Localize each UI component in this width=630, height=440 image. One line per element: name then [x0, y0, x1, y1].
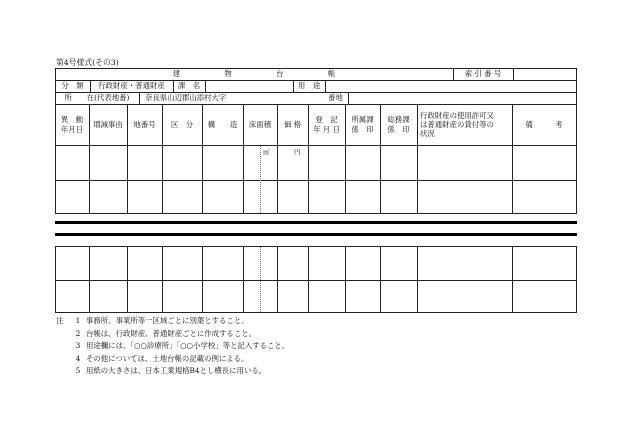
note-item: [56, 365, 289, 378]
col-floor-area: 床面積: [248, 119, 272, 129]
rule: [55, 246, 56, 313]
note-text: その他については、土地台帳の記載の例による。: [86, 353, 249, 363]
rule: [89, 246, 90, 313]
col-reason: 増減事由: [93, 119, 123, 129]
rule: [55, 312, 577, 313]
col-general-affairs-seal: 総務課 係 印: [387, 115, 410, 134]
use-label: 用 途: [297, 81, 321, 91]
classification-value: 行政財産・普通財産: [98, 81, 165, 91]
rule: [512, 246, 513, 313]
location-label: 所 在(代表地番): [64, 93, 130, 103]
section-name-field[interactable]: [205, 80, 293, 92]
building-ledger-table: [55, 68, 577, 313]
rule: [162, 246, 163, 313]
rule: [202, 246, 203, 313]
rule: [139, 92, 140, 104]
col-category: 区 分: [170, 119, 194, 129]
note-text: 台帳は、行政財産、普通財産ごとに作成すること。: [86, 328, 256, 338]
note-item: [56, 328, 289, 341]
col-price: 価 格: [283, 119, 302, 129]
location-value: 奈良県山辺郡山添村大字: [145, 93, 227, 103]
subdivision-dotted: [260, 146, 261, 213]
rule: [55, 280, 577, 281]
omission-rule: [55, 233, 577, 236]
lot-number-field[interactable]: [349, 92, 576, 104]
rule: [380, 246, 381, 313]
note-number: 2: [75, 328, 81, 338]
rule: [417, 104, 418, 214]
col-structure: 構 造: [207, 119, 238, 129]
rule: [55, 145, 577, 146]
rule: [55, 213, 577, 214]
index-number-field[interactable]: [514, 68, 576, 80]
rule: [55, 180, 577, 181]
col-remarks: 備 考: [525, 119, 563, 129]
rule: [308, 246, 309, 313]
rule: [277, 246, 278, 313]
rule: [576, 68, 577, 214]
note-number: 4: [75, 353, 81, 363]
note-text: 用途欄には、「○○診療所」「○○小学校」等と記入すること。: [86, 341, 290, 351]
col-change-date: 異 動 年月日: [60, 115, 84, 134]
rule: [55, 246, 577, 247]
rule: [127, 246, 128, 313]
notes-section: [56, 315, 289, 378]
omission-rule: [55, 221, 577, 224]
note-text: 事務所、事業所等一区域ごとに別葉とすること。: [86, 316, 249, 325]
col-lot-number: 地番号: [133, 119, 156, 129]
unit-yen: 円: [294, 148, 301, 156]
unit-square-meter: ㎡: [263, 148, 270, 156]
classification-label: 分 類: [61, 81, 84, 91]
section-name-label: 課 名: [177, 81, 201, 91]
col-permission-status: 行政財産の使用許可又 は普通財産の貸付等の 状況: [420, 110, 494, 139]
lot-number-label: 番地: [328, 93, 343, 103]
rule: [345, 246, 346, 313]
note-number: 1: [75, 316, 81, 325]
use-field[interactable]: [325, 80, 576, 92]
notes-label: 注: [56, 316, 64, 325]
col-dept-seal: 所属課 係 印: [351, 115, 374, 134]
note-text: 用紙の大きさは、日本工業規格B4とし横長に用いる。: [86, 366, 267, 376]
note-item: [56, 315, 289, 328]
subdivision-dotted: [260, 247, 261, 312]
rule: [417, 246, 418, 313]
index-number-label: 索 引 番 号: [464, 69, 502, 79]
form-number: 第4号様式(その3): [56, 58, 119, 67]
ledger-title: 建 物 台 帳: [172, 69, 336, 79]
rule: [576, 246, 577, 313]
note-item: [56, 340, 289, 353]
note-number: 5: [75, 366, 81, 376]
rule: [243, 246, 244, 313]
col-registration-date: 登 記 年 月 日: [313, 115, 340, 134]
note-item: [56, 353, 289, 366]
note-number: 3: [75, 341, 81, 351]
